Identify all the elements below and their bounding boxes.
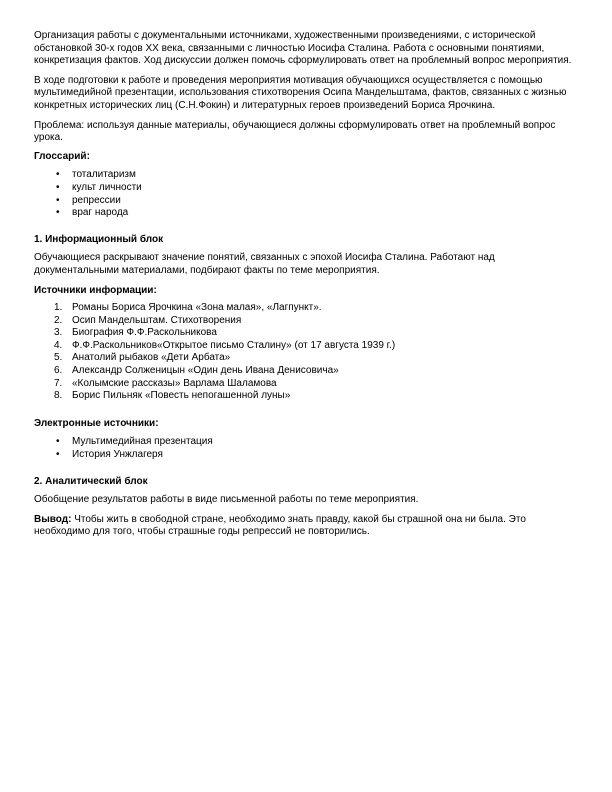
document-page: [34, 30, 582, 546]
conclusion-text: Чтобы жить в свободной стране, необходимо знать правду, какой бы страшной она ни была. Это необходимо для того, чтобы страшные годы репрессий не повторились.: [34, 513, 526, 538]
list-item: 7. «Колымские рассказы» Варлама Шаламова: [54, 377, 277, 389]
bullet-icon: •: [56, 449, 60, 461]
list-item: • враг народа: [56, 207, 129, 219]
list-item: 3. Биография Ф.Ф.Раскольникова: [54, 327, 217, 339]
bullet-icon: •: [56, 181, 60, 193]
bullet-icon: •: [56, 169, 60, 181]
list-item: 6. Александр Солженицын «Один день Ивана Денисовича»: [54, 365, 339, 377]
list-item: 2. Осип Мандельштам. Стихотворения: [54, 314, 242, 326]
glossary-list: [34, 169, 582, 219]
glossary-heading: Глоссарий:: [34, 150, 90, 162]
list-item: 8. Борис Пильняк «Повесть непогашенной луны»: [54, 390, 291, 402]
bullet-icon: •: [56, 207, 60, 219]
sources-heading: Источники информации:: [34, 284, 157, 296]
list-item: • репрессии: [56, 194, 121, 206]
list-item: 4. Ф.Ф.Раскольников«Открытое письмо Сталину» (от 17 августа 1939 г.): [54, 339, 396, 351]
list-item: • Мультимедийная презентация: [56, 436, 213, 448]
info-block-text: Обучающиеся раскрывают значение понятий, связанных с эпохой Иосифа Сталина. Работают над документальными материалами, подбирают факты по теме мероприятия.: [34, 252, 495, 276]
conclusion-paragraph: [34, 514, 582, 539]
electronic-sources-heading: Электронные источники:: [34, 417, 159, 429]
list-item: • История Унжлагеря: [56, 449, 163, 461]
problem-paragraph: Проблема: используя данные материалы, обучающиеся должны сформулировать ответ на проблемный вопрос урока.: [34, 119, 556, 144]
intro-paragraph-2: В ходе подготовки к работе и проведения мероприятия мотивация обучающихся осуществляется с помощью мультимедийной презентации, использования стихотворения Осипа Мандельштама, фактов, связанных с жизнью конкретных исторических лиц (С.Н.Фокин) и литературных героев произведений Бориса Ярочкина.: [34, 74, 567, 111]
list-item: 1. Романы Бориса Ярочкина «Зона малая», «Лагпункт».: [54, 302, 322, 314]
info-block-heading: 1. Информационный блок: [34, 233, 164, 245]
analytic-block-text: Обобщение результатов работы в виде письменной работы по теме мероприятия.: [34, 494, 419, 506]
electronic-sources-list: [34, 436, 582, 461]
bullet-icon: •: [56, 194, 60, 206]
sources-list: [34, 302, 582, 403]
list-item: 5. Анатолий рыбаков «Дети Арбата»: [54, 352, 231, 364]
intro-paragraph-1: Организация работы с документальными источниками, художественными произведениями, с исторической обстановкой 30-х годов XX века, связанными с личностью Иосифа Сталина. Работа с основными понятиями, конкретизация фактов. Ход дискуссии должен помочь сформулировать ответ на проблемный вопрос мероприятия.: [34, 30, 572, 67]
list-item: • тоталитаризм: [56, 169, 136, 181]
bullet-icon: •: [56, 436, 60, 448]
conclusion-label: Вывод:: [34, 513, 72, 525]
list-item: • культ личности: [56, 181, 142, 193]
analytic-block-heading: 2. Аналитический блок: [34, 475, 148, 487]
